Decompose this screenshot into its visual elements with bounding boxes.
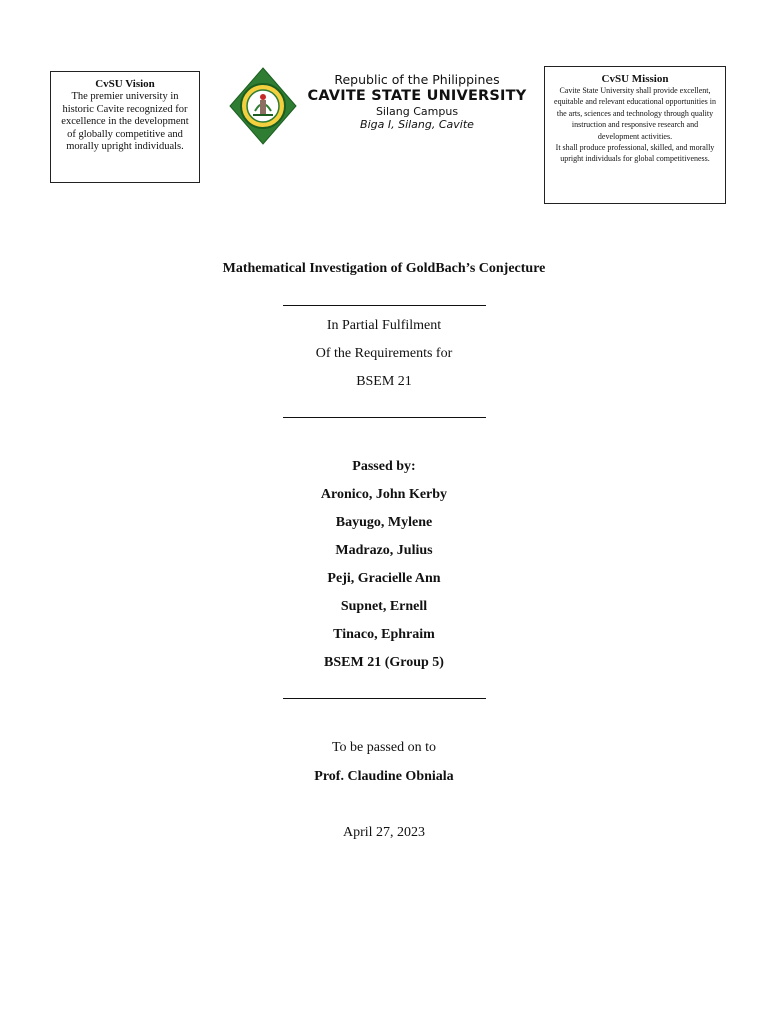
- group-label: BSEM 21 (Group 5): [324, 655, 444, 670]
- divider-3: [283, 698, 486, 699]
- member-name: Madrazo, Julius: [335, 543, 433, 558]
- submission-date: April 27, 2023: [342, 825, 426, 840]
- university-name: CAVITE STATE UNIVERSITY: [307, 88, 527, 104]
- member-name: Supnet, Ernell: [340, 599, 428, 614]
- address-label: Biga I, Silang, Cavite: [360, 118, 474, 131]
- fulfilment-line-2: Of the Requirements for: [315, 346, 453, 361]
- member-name: Aronico, John Kerby: [320, 487, 448, 502]
- member-name: Tinaco, Ephraim: [333, 627, 435, 642]
- divider-1: [283, 305, 486, 306]
- republic-label: Republic of the Philippines: [334, 72, 500, 87]
- mission-title: CvSU Mission: [601, 73, 669, 85]
- mission-box: [544, 66, 726, 204]
- member-name: Peji, Gracielle Ann: [327, 571, 441, 586]
- university-seal-icon: [229, 67, 297, 145]
- mission-text-1: Cavite State University shall provide excellent, equitable and relevant educational opportunities in the arts, sciences and technology through quality instruction and responsive research and development activities.: [554, 86, 716, 141]
- vision-title: CvSU Vision: [95, 78, 155, 90]
- vision-box: [50, 71, 200, 183]
- fulfilment-line-1: In Partial Fulfilment: [326, 318, 442, 333]
- campus-label: Silang Campus: [375, 105, 459, 118]
- professor-name: Prof. Claudine Obniala: [314, 769, 454, 784]
- divider-2: [283, 417, 486, 418]
- member-name: Bayugo, Mylene: [335, 515, 433, 530]
- passed-to-label: To be passed on to: [331, 740, 436, 755]
- passed-by-label: Passed by:: [352, 459, 416, 474]
- vision-text: The premier university in historic Cavite recognized for excellence in the development of globally competitive and morally upright individuals.: [61, 91, 189, 152]
- university-header: [307, 72, 527, 131]
- fulfilment-course: BSEM 21: [356, 374, 412, 389]
- document-title: Mathematical Investigation of GoldBach’s Conjecture: [222, 261, 546, 276]
- mission-text-2: It shall produce professional, skilled, and morally upright individuals for global competitiveness.: [555, 143, 715, 164]
